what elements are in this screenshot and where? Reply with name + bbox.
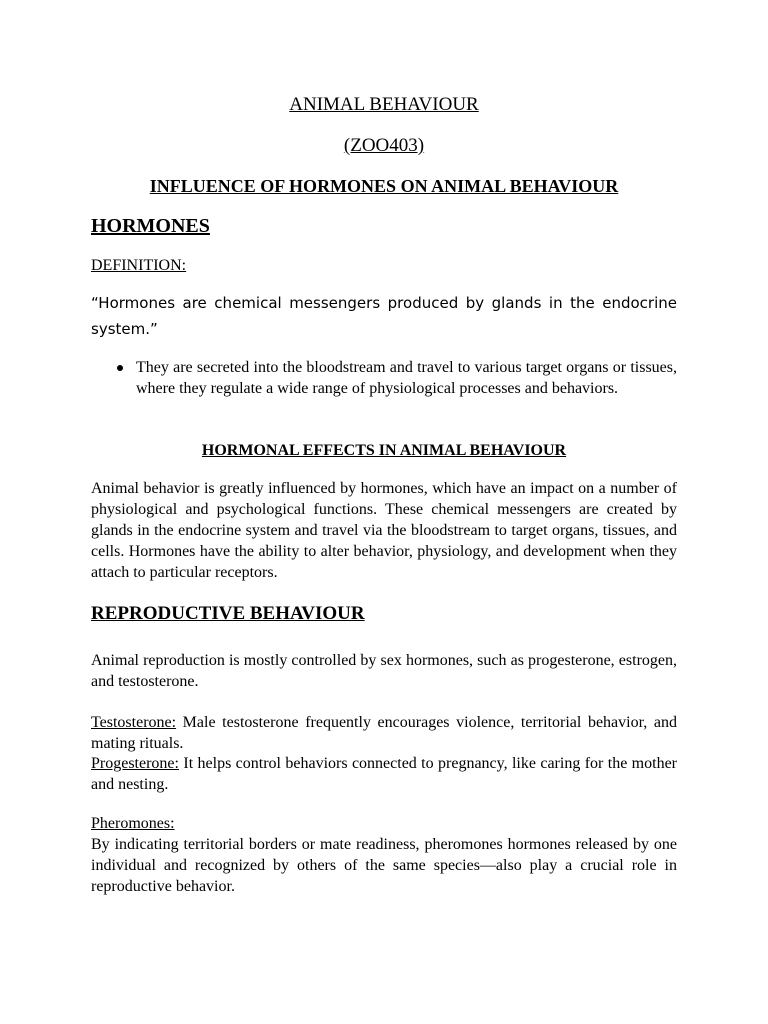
course-title: ANIMAL BEHAVIOUR (289, 94, 479, 115)
effects-paragraph: Animal behavior is greatly influenced by hormones, which have an impact on a number of physiological and psychological functions. These chemical messengers are created by glands in the endocrine system and travel via the bloodstream to target organs, tissues, and cells. Hormones have the ability to alter behavior, physiology, and development when they attach to particular receptors. (91, 480, 677, 581)
hormones-bullet-list (136, 357, 677, 399)
reproductive-heading: REPRODUCTIVE BEHAVIOUR (91, 603, 365, 624)
testosterone-paragraph (91, 712, 677, 754)
topic-title: INFLUENCE OF HORMONES ON ANIMAL BEHAVIOUR (149, 176, 619, 196)
testosterone-text: Male testosterone frequently encourages violence, territorial behavior, and mating rituals. (91, 714, 677, 752)
pheromones-label: Pheromones: (91, 815, 175, 832)
hormones-heading: HORMONES (91, 215, 210, 237)
progesterone-paragraph (91, 753, 677, 795)
definition-text: “Hormones are chemical messengers produced by glands in the endocrine system.” (91, 294, 677, 338)
reproductive-intro: Animal reproduction is mostly controlled by sex hormones, such as progesterone, estrogen, and testosterone. (91, 652, 677, 690)
course-code: (ZOO403) (343, 135, 425, 156)
progesterone-label: Progesterone: (91, 755, 179, 772)
progesterone-text: It helps control behaviors connected to pregnancy, like caring for the mother and nesting. (91, 755, 677, 793)
effects-heading: HORMONAL EFFECTS IN ANIMAL BEHAVIOUR (201, 442, 567, 459)
definition-label: DEFINITION: (91, 257, 187, 274)
pheromones-text: By indicating territorial borders or mate readiness, pheromones hormones released by one individual and recognized by others of the same species—also play a crucial role in reproductive behavior. (91, 836, 677, 895)
testosterone-label: Testosterone: (91, 714, 177, 731)
list-item: They are secreted into the bloodstream and travel to various target organs or tissues, where they regulate a wide range of physiological processes and behaviors. (136, 359, 677, 397)
